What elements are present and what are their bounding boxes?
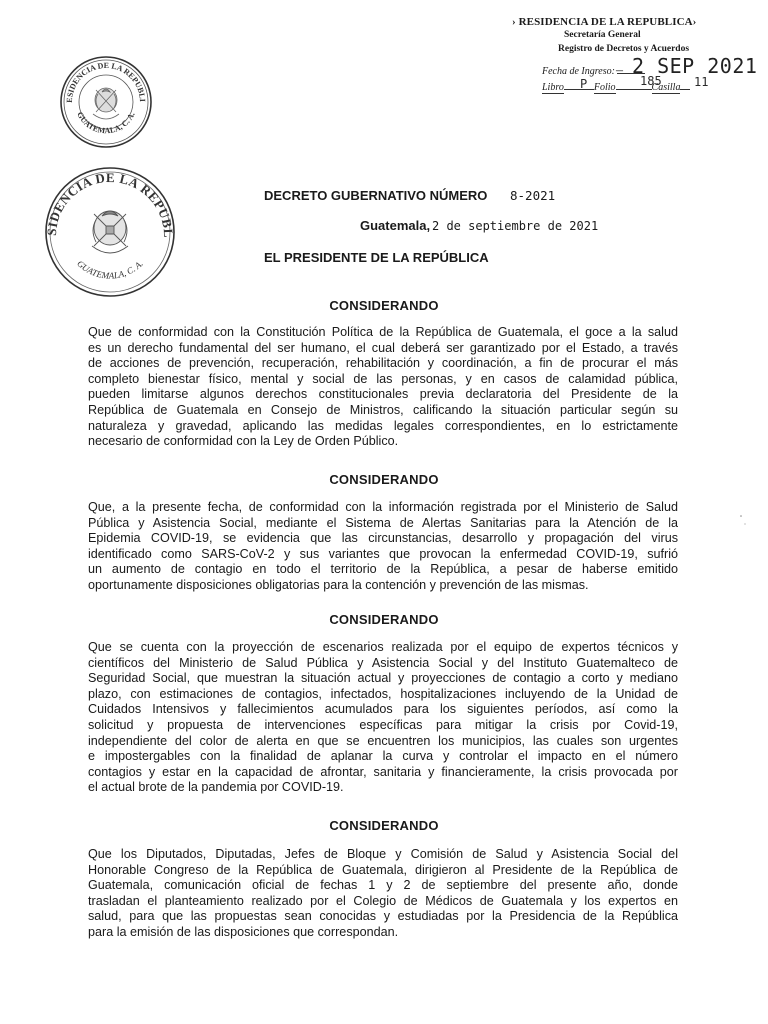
- libro-underline: [564, 89, 594, 90]
- libro-label: Libro: [542, 82, 564, 93]
- libro-value: P: [580, 77, 588, 91]
- considerando-heading-1: CONSIDERANDO: [329, 298, 439, 313]
- decree-place: Guatemala,: [360, 218, 431, 233]
- paragraph-line: completo bienestar físico, mental y social de las personas, y en casos de calamidad pública,: [88, 371, 678, 386]
- presidency-seal-large: [42, 164, 178, 300]
- paragraph-line: contagios y estar en la capacidad de afrontar, sanitaria y financieramente, la crisis provocada por: [88, 764, 678, 779]
- seal-large-top-text: SIDENCIA DE LA REPUBL: [43, 169, 177, 239]
- stamp-date: 2 SEP 2021: [632, 54, 758, 78]
- paragraph-line: científicos del Ministerio de Salud Pública y Asistencia Social y del Instituto Guatemalteco de: [88, 655, 678, 670]
- svg-text:GUATEMALA, C. A.: [75, 110, 136, 135]
- paragraph-line: necesario de conformidad con la Ley de Orden Público.: [88, 434, 399, 449]
- seal-small-bottom-text: GUATEMALA, C. A.: [75, 110, 137, 136]
- presidency-seal-small: [58, 54, 154, 150]
- considerando-paragraph-3: [88, 640, 678, 796]
- paragraph-line: es un derecho fundamental del ser humano, el cual deberá ser garantizado por el Estado, a través: [88, 340, 678, 355]
- paragraph-line: Que de conformidad con la Constitución Política de la República de Guatemala, el goce a la salud: [88, 325, 678, 339]
- stamp-department: Secretaría General: [564, 30, 641, 40]
- paragraph-line: de acciones de prevención, recuperación, rehabilitación y coordinación, a fin de procurar el más: [88, 356, 678, 371]
- decree-number: 8-2021: [510, 188, 556, 203]
- paragraph-line: identificado como SARS-CoV-2 y sus variantes que provocan la enfermedad COVID-19, sufrió: [88, 546, 678, 561]
- svg-text:GUATEMALA, C. A.: [75, 258, 145, 280]
- decree-title: DECRETO GUBERNATIVO NÚMERO: [264, 188, 488, 203]
- considerando-heading-3: CONSIDERANDO: [329, 612, 439, 627]
- paragraph-line: salud, para que las propuestas sean conocidas y estudiadas por la Presidencia de la República: [88, 909, 678, 924]
- decree-date: 2 de septiembre de 2021: [432, 219, 599, 233]
- paragraph-line: Cuidados Intensivos y fallecimientos acumulados para los siguientes períodos, así como la: [88, 702, 678, 717]
- stamp-institution: › RESIDENCIA DE LA REPUBLICA›: [512, 16, 697, 28]
- casilla-label: Casilla: [651, 82, 681, 93]
- stamp-ingreso-label: [542, 66, 645, 77]
- paragraph-line: Guatemala, comunicación oficial de fechas 1 y 2 de septiembre del presente año, donde: [88, 878, 678, 893]
- paragraph-line: trasladan el planteamiento realizado por el Colegio de Médicos de Guatemala y los expertos en: [88, 893, 678, 908]
- paragraph-line: plazo, con estimaciones de contagios, infectados, hospitalizaciones incluyendo de la Unidad de: [88, 686, 678, 701]
- stamp-registry: Registro de Decretos y Acuerdos: [558, 44, 690, 54]
- paragraph-line: pueden limitarse algunos derechos constitucionales previa declaratoria del Presidente de la: [88, 387, 678, 402]
- paragraph-line: República de Guatemala en Consejo de Ministros, calificando la situación particular según su: [88, 402, 678, 417]
- seal-small-graphic: [58, 54, 154, 150]
- paragraph-line: Que los Diputados, Diputadas, Jefes de Bloque y Comisión de Salud y Asistencia Social del: [88, 847, 678, 861]
- paragraph-line: Epidemia COVID-19, se evidencia que las circunstancias, desarrollo y propagación del virus: [88, 531, 678, 546]
- paragraph-line: para la emisión de las disposiciones que correspondan.: [88, 924, 399, 939]
- stamp-dash: –: [616, 63, 623, 78]
- considerando-paragraph-4: [88, 847, 678, 941]
- seal-large-bottom-text: GUATEMALA, C. A.: [75, 258, 145, 281]
- considerando-paragraph-2: [88, 500, 678, 594]
- paragraph-line: Pública y Asistencia Social, mediante el Sistema de Alertas Sanitarias para la Atención de la: [88, 515, 678, 530]
- considerando-heading-2: CONSIDERANDO: [329, 472, 439, 487]
- considerando-paragraph-1: [88, 325, 678, 450]
- paragraph-line: Honorable Congreso de la República de Guatemala, dirigieron al Presidente de la República de: [88, 862, 678, 877]
- folio-value: 185: [640, 74, 662, 88]
- paragraph-line: el actual brote de la pandemia por COVID-19.: [88, 780, 344, 795]
- folio-underline: [616, 89, 652, 90]
- paragraph-line: e impostergables con la finalidad de aplanar la curva y controlar el impacto en el número: [88, 749, 678, 764]
- paragraph-line: Seguridad Social, que muestran la situación actual y proyecciones de contagio a corto y mediano: [88, 671, 678, 686]
- stamp-libro-line: [542, 82, 690, 94]
- casilla-value: 11: [694, 75, 709, 89]
- folio-label: Folio: [593, 82, 616, 93]
- paragraph-line: independiente del color de alerta en que se encuentren los municipios, las cuales son urgentes: [88, 733, 678, 748]
- paragraph-line: solicitud y propuesta de intervenciones específicas para mitigar la crisis por Covid-19,: [88, 717, 678, 732]
- paragraph-line: naturaleza y gravedad, aplicando las medidas legales correspondientes, en lo estrictamente: [88, 418, 678, 433]
- scan-specks: [738, 512, 748, 532]
- paragraph-line: Que se cuenta con la proyección de escenarios realizada por el equipo de expertos técnicos y: [88, 640, 678, 654]
- considerando-heading-4: CONSIDERANDO: [329, 818, 439, 833]
- paragraph-line: Que, a la presente fecha, de conformidad con la información registrada por el Ministerio de Salud: [88, 500, 678, 514]
- issuer-heading: EL PRESIDENTE DE LA REPÚBLICA: [264, 250, 489, 265]
- seal-large-graphic: [42, 164, 178, 300]
- paragraph-line: oportunamente disposiciones obligatorias para la contención y prevención de las mismas.: [88, 577, 589, 592]
- seal-small-top-text: ESIDENCIA DE LA REPUBLI: [64, 60, 148, 104]
- casilla-underline: [680, 89, 690, 90]
- paragraph-line: un aumento de contagio en todo el territorio de la República, a pesar de haberse emitido: [88, 562, 678, 577]
- ingreso-label-text: Fecha de Ingreso:: [542, 66, 615, 77]
